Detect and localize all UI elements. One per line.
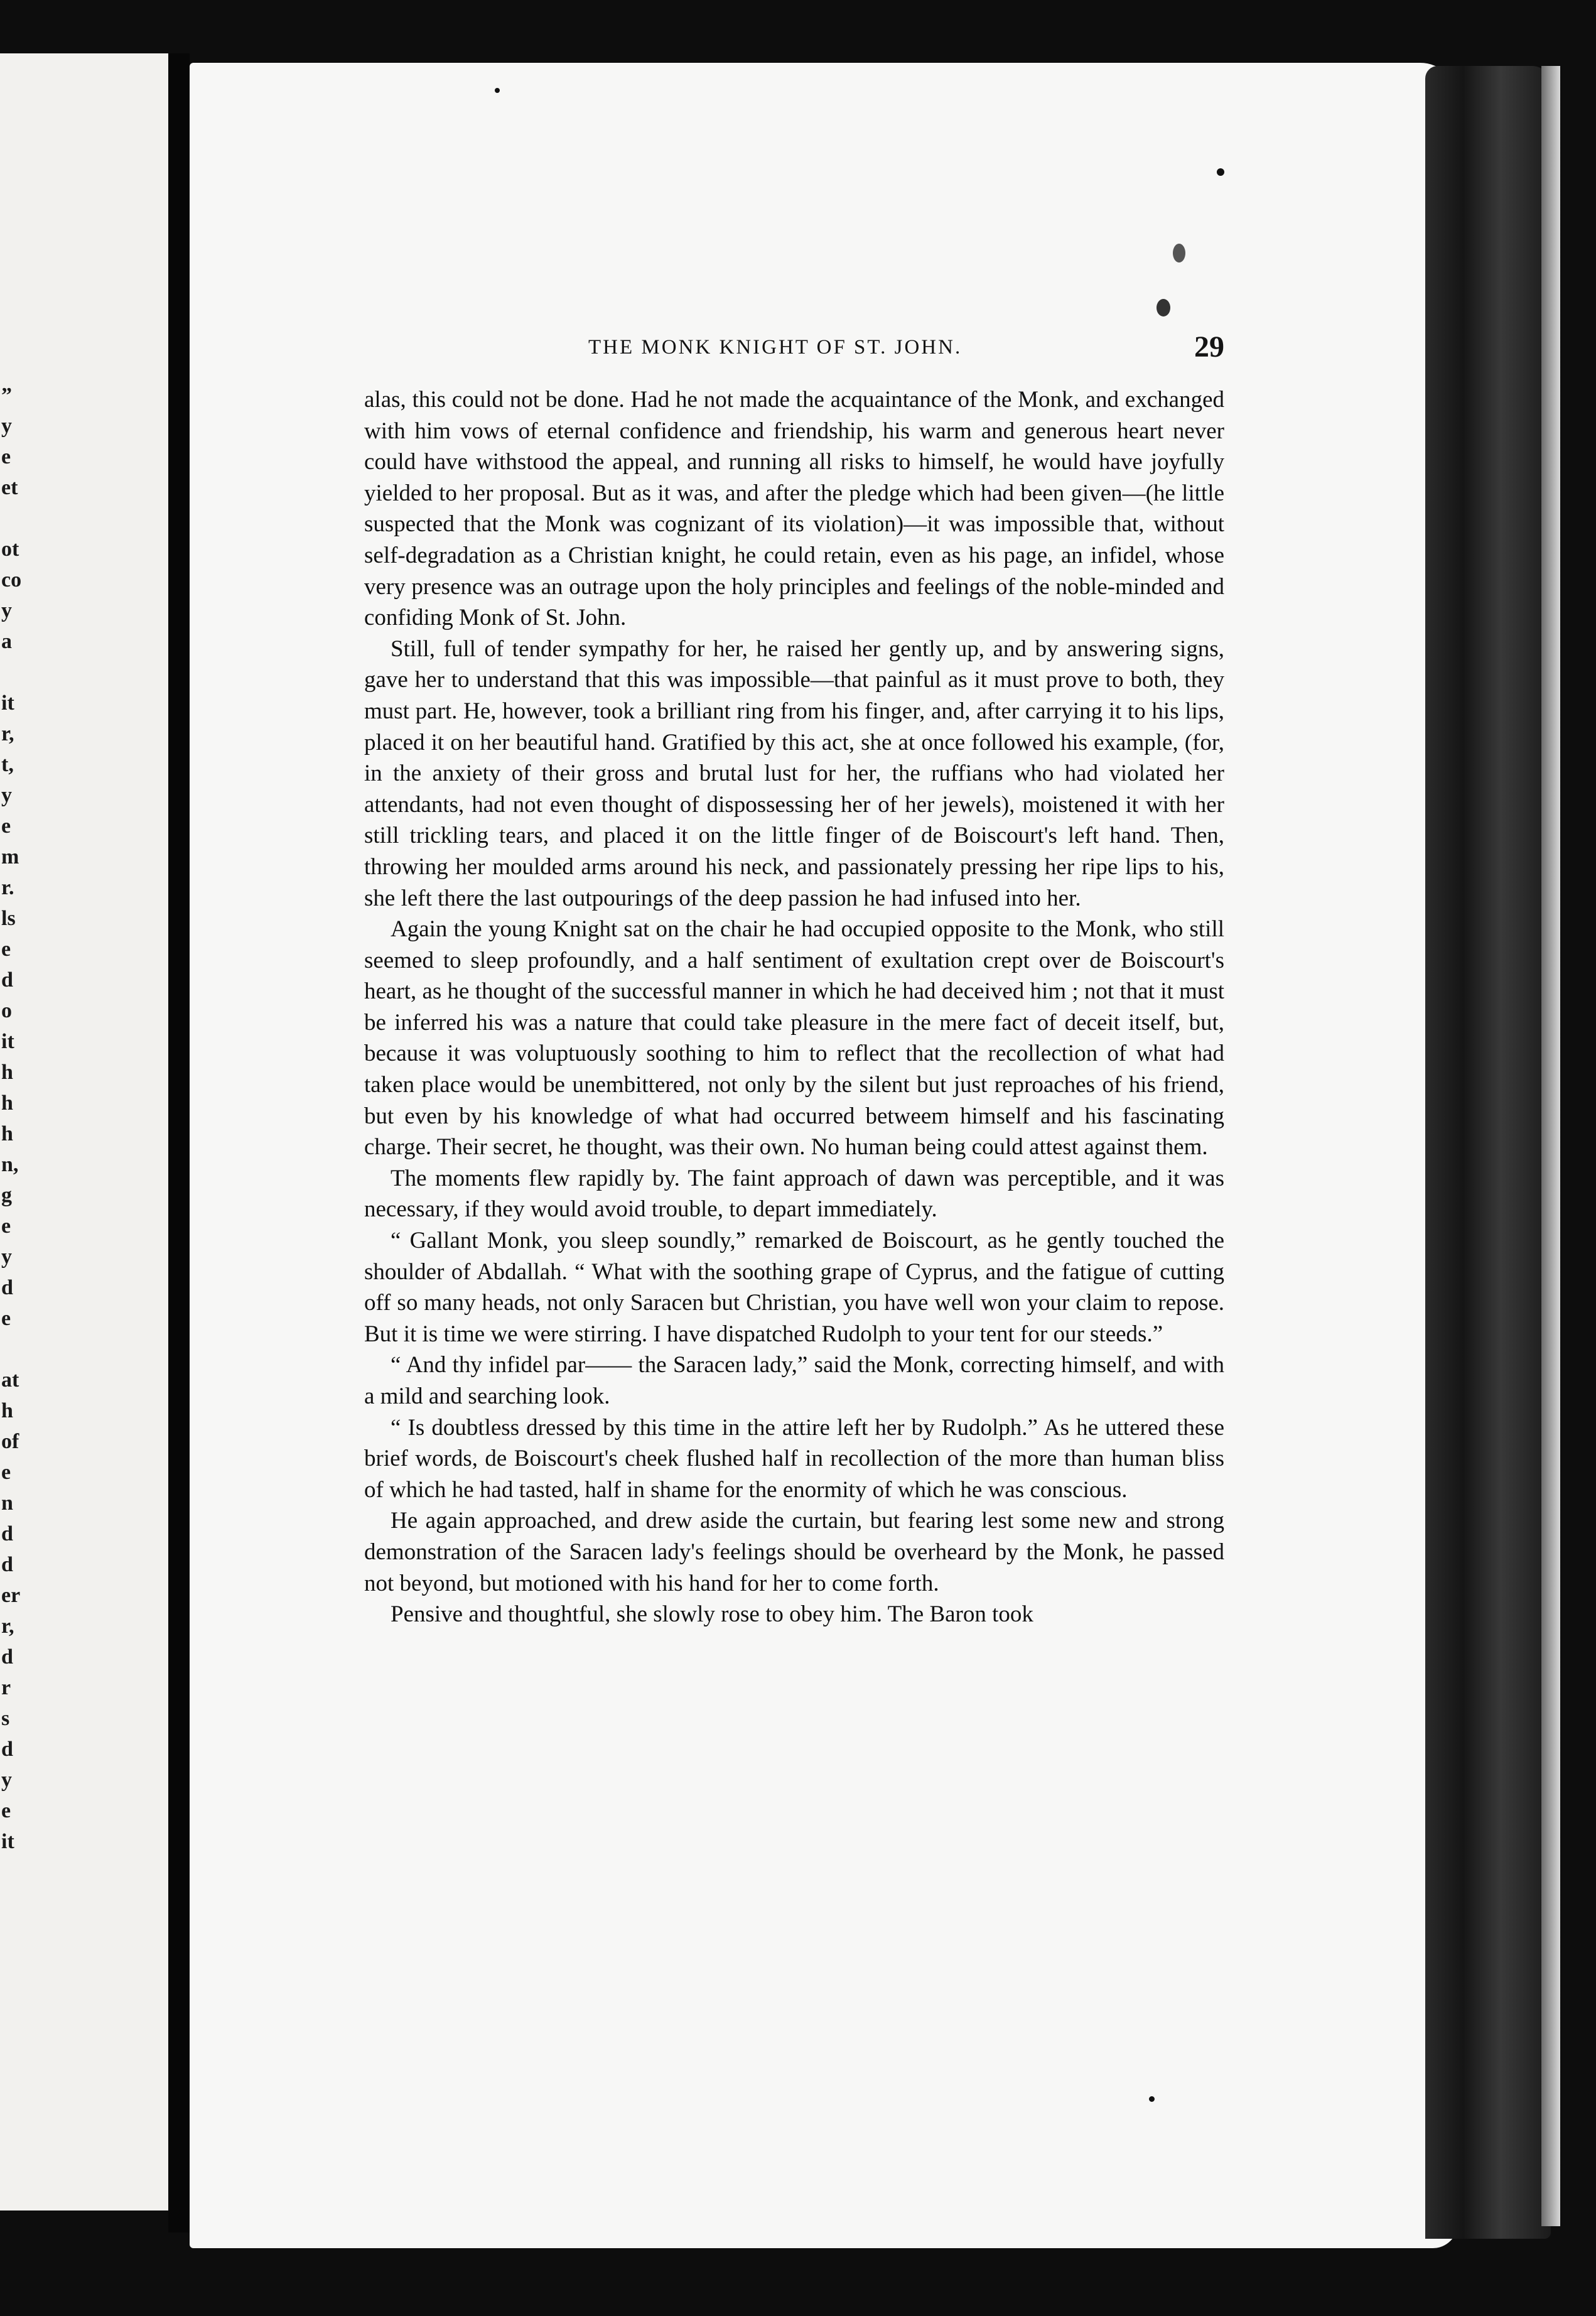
- left-page-text-fragments: [1, 380, 20, 1857]
- left-page-fragment: d: [1, 1738, 13, 1761]
- left-page-fragment: e: [1, 1307, 11, 1330]
- paragraph-1: alas, this could not be done. Had he not made the acquaintance of the Monk, and exchanged with him vows of eternal confidence and friendship, his warm and generous heart never could have withstood the appeal, and running all risks to himself, he would have joyfully yielded to her proposal. But as it was, and after the pledge which had been given—(he little suspected that the Monk was cognizant of its violation)—it was impossible that, without self-degradation as a Christian knight, he could retain, even as his page, an infidel, whose very presence was an outrage upon the holy principles and feelings of the noble-minded and confiding Monk of St. John.: [364, 387, 1224, 631]
- left-page-fragment: d: [1, 968, 13, 992]
- left-page-fragment: r: [1, 1676, 11, 1699]
- left-page-fragment: r.: [1, 876, 14, 899]
- left-page-fragment: y: [1, 599, 12, 622]
- left-page-fragment: co: [1, 568, 22, 592]
- paragraph-4: The moments flew rapidly by. The faint approach of dawn was perceptible, and it was necessary, if they would avoid trouble, to depart immediately.: [364, 1165, 1224, 1223]
- left-page-fragment: [1, 1334, 20, 1365]
- page-block-edge: [1425, 66, 1551, 2239]
- left-page-fragment: d: [1, 1645, 13, 1669]
- paragraph-8: He again approached, and drew aside the curtain, but fearing lest some new and strong demonstration of the Saracen lady's feelings should be overheard by the Monk, he passed not beyond, but motioned with his hand for her to come forth.: [364, 1508, 1224, 1596]
- page-number: 29: [1194, 330, 1224, 364]
- left-page-fragment: s: [1, 1707, 10, 1730]
- left-page-fragment: it: [1, 1830, 14, 1853]
- ink-speck: [495, 88, 500, 93]
- left-page-fragment: of: [1, 1430, 19, 1453]
- ink-speck: [1149, 2096, 1155, 2102]
- running-title: THE MONK KNIGHT OF ST. JOHN.: [588, 336, 962, 359]
- left-page-fragment: n: [1, 1491, 13, 1515]
- left-page-fragment: er: [1, 1584, 21, 1607]
- left-page-fragment: y: [1, 784, 12, 807]
- left-page-fragment: ls: [1, 907, 16, 930]
- left-page-fragment: g: [1, 1184, 12, 1207]
- left-page-fragment: e: [1, 814, 11, 838]
- left-page-fragment: r,: [1, 722, 14, 745]
- left-page-fragment: h: [1, 1091, 13, 1115]
- left-page-fragment: ”: [1, 384, 12, 407]
- ink-speck: [1173, 244, 1185, 262]
- page-edge-highlight: [1541, 66, 1560, 2226]
- paragraph-5: “ Gallant Monk, you sleep soundly,” remarked de Boiscourt, as he gently touched the shoulder of Abdallah. “ What with the soothing grape of Cyprus, and the fatigue of cutting off so many heads, not only Saracen but Christian, you have well won your claim to repose. But it is time we were stirring. I have dispatched Rudolph to your tent for our steeds.”: [364, 1228, 1224, 1347]
- ink-speck: [1157, 299, 1170, 317]
- left-page-fragment: [1, 503, 20, 534]
- left-page-fragment: h: [1, 1122, 13, 1145]
- left-page-fragment: m: [1, 845, 19, 868]
- paragraph-3: Again the young Knight sat on the chair he had occupied opposite to the Monk, who still seemed to sleep profoundly, and a half sentiment of exultation crept over de Boiscourt's heart, as he thought of the successful manner in which he had deceived him ; not that it must be inferred his was a nature that could take pleasure in the mere fact of deceit itself, but, because it was voluptuously soothing to him to reflect that the recollection of what had taken place would be unembittered, not only by the silent but just reproaches of his friend, but even by his knowledge of what had occurred betweem himself and his fascinating charge. Their secret, he thought, was their own. No human being could attest against them.: [364, 916, 1224, 1161]
- left-page-fragment: et: [1, 476, 18, 499]
- left-page-fragment: t,: [1, 753, 14, 776]
- paragraph-7: “ Is doubtless dressed by this time in the attire left her by Rudolph.” As he uttered these brief words, de Boiscourt's cheek flushed half in recollection of the more than human bliss of which he had tasted, half in shame for the enormity of which he was conscious.: [364, 1414, 1224, 1503]
- left-page-fragment: it: [1, 691, 14, 715]
- left-page-fragment: at: [1, 1368, 19, 1392]
- left-page-fragment: d: [1, 1553, 13, 1576]
- left-page-fragment: y: [1, 414, 12, 438]
- left-page-fragment: ot: [1, 538, 19, 561]
- left-page-fragment: d: [1, 1522, 13, 1545]
- left-page-fragment: r,: [1, 1615, 14, 1638]
- paragraph-9: Pensive and thoughtful, she slowly rose to obey him. The Baron took: [391, 1601, 1033, 1628]
- left-page-fragment: y: [1, 1768, 12, 1792]
- body-text: [364, 384, 1224, 1630]
- page-header: [364, 330, 1224, 367]
- left-page-fragment: it: [1, 1030, 14, 1053]
- left-page-fragment: a: [1, 630, 12, 653]
- paragraph-2: Still, full of tender sympathy for her, he raised her gently up, and by answering signs, gave her to understand that this was impossible—that painful as it must prove to both, they must part. He, however, took a brilliant ring from his finger, and, after carrying it to his lips, placed it on her beautiful hand. Gratified by this act, she at once followed his example, (for, in the anxiety of their gross and brutal lust for her, the ruffians who had violated her attendants, had not even thought of dispossessing her of her jewels), moistened it with her still trickling tears, and placed it on the little finger of de Boiscourt's left hand. Then, throwing her moulded arms around his neck, and passionately pressing her ripe lips to his, she left there the last outpourings of the deep passion he had infused into her.: [364, 636, 1224, 911]
- left-page-fragment: e: [1, 445, 11, 468]
- book-gutter: [168, 53, 190, 2232]
- left-page-fragment: e: [1, 1215, 11, 1238]
- left-page-fragment: n,: [1, 1153, 19, 1176]
- left-page-fragment: h: [1, 1061, 13, 1084]
- paragraph-6: “ And thy infidel par—— the Saracen lady,” said the Monk, correcting himself, and with a mild and searching look.: [364, 1352, 1224, 1409]
- left-page-fragment: e: [1, 1799, 11, 1822]
- left-page-fragment: y: [1, 1245, 12, 1269]
- left-page: [0, 53, 168, 2210]
- left-page-fragment: e: [1, 938, 11, 961]
- left-page-fragment: h: [1, 1399, 13, 1422]
- left-page-fragment: o: [1, 999, 12, 1022]
- left-page-fragment: e: [1, 1461, 11, 1484]
- ink-speck: [1217, 168, 1224, 176]
- left-page-fragment: d: [1, 1276, 13, 1299]
- left-page-fragment: [1, 657, 20, 688]
